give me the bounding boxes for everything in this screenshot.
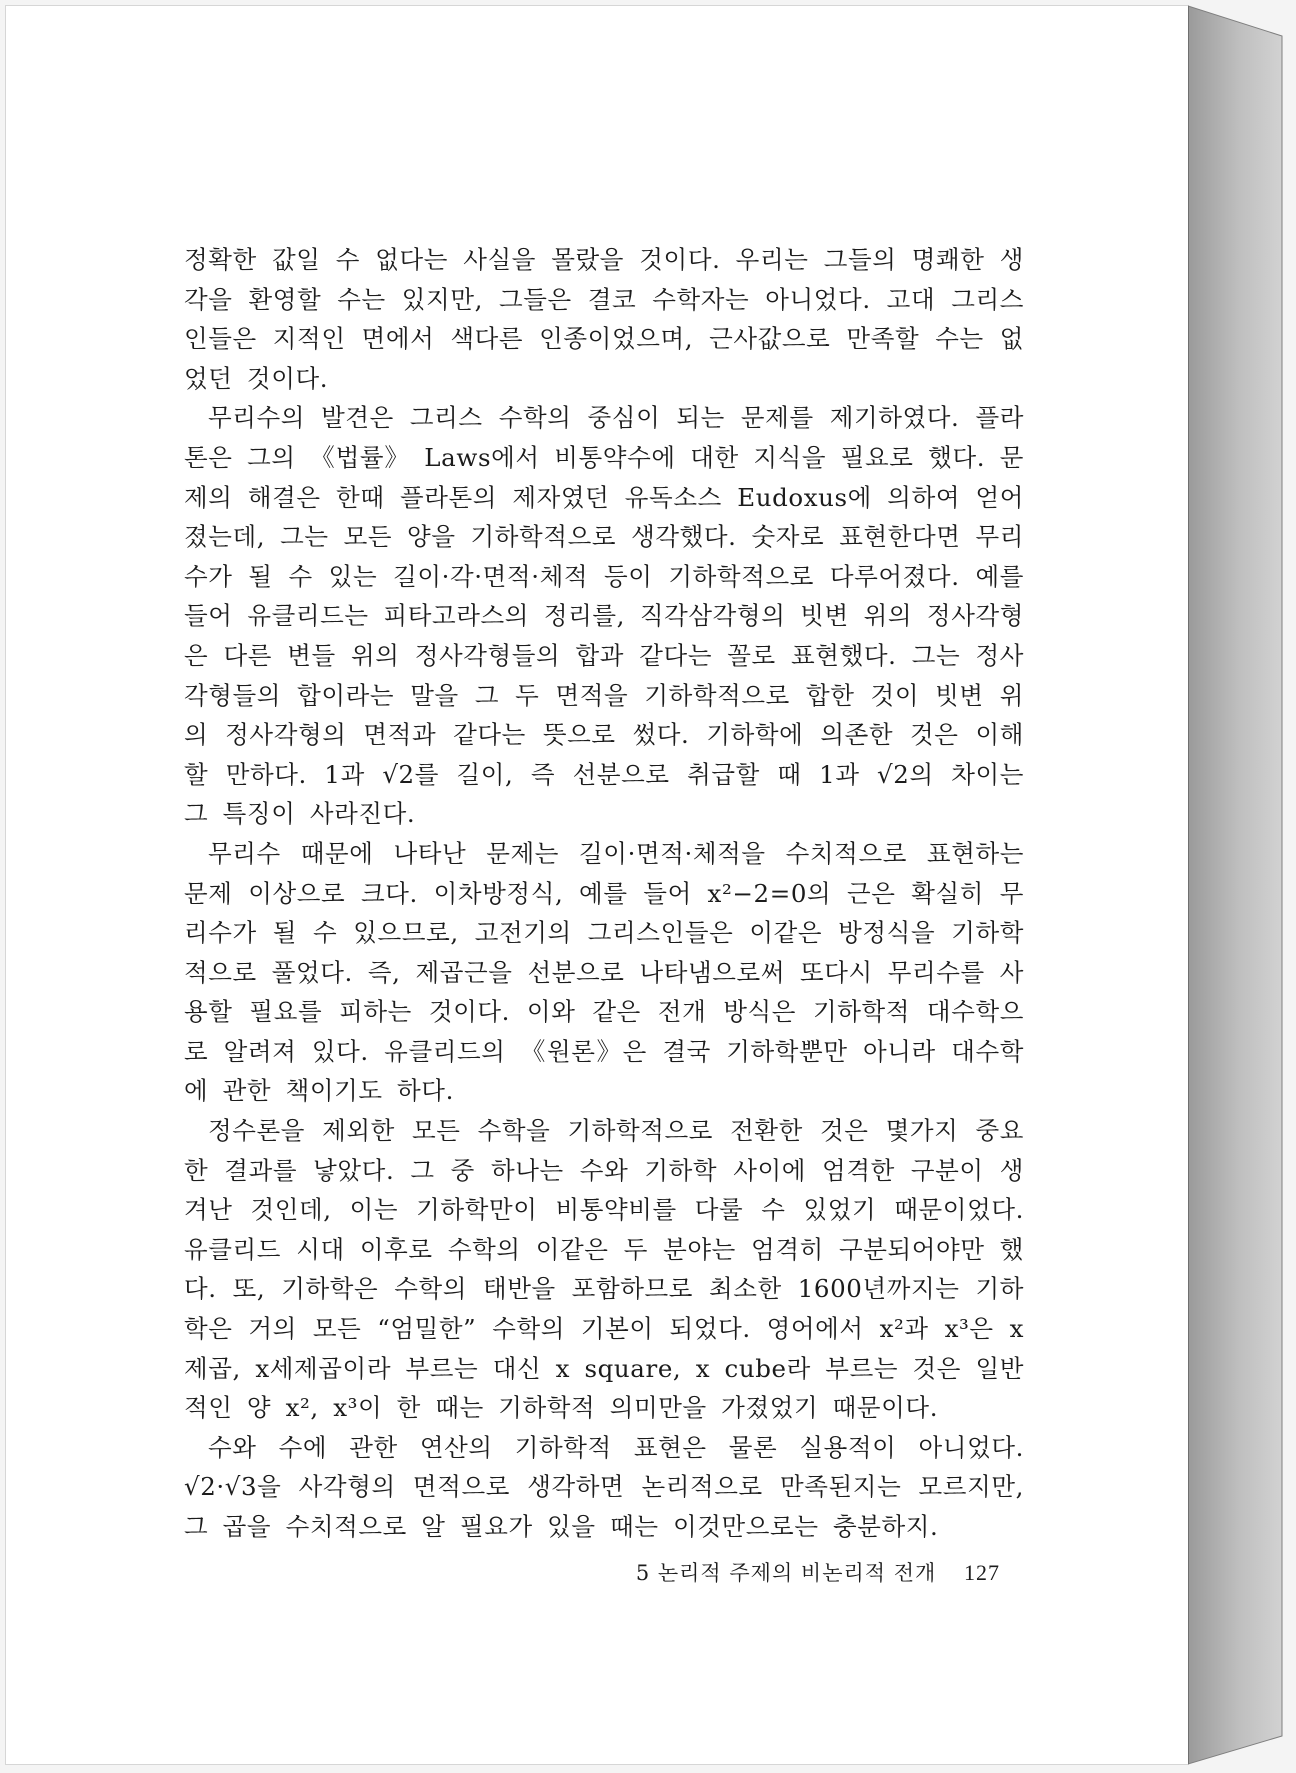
chapter-title: 5 논리적 주제의 비논리적 전개 [635, 1561, 937, 1585]
paragraph-5: 수와 수에 관한 연산의 기하학적 표현은 물론 실용적이 아니었다. √2·√3을 사각형의 면적으로 생각하면 논리적으로 만족된지는 모르지만, 그 곱을 수치적으로 알 필요가 있을 때는 이것만으로는 충분하지. [184, 1432, 1024, 1541]
book-edge-side [1188, 0, 1290, 1770]
page-body [184, 240, 1024, 1547]
book-page [6, 6, 1188, 1764]
paragraph-2: 무리수의 발견은 그리스 수학의 중심이 되는 문제를 제기하였다. 플라톤은 그의 《법률》 Laws에서 비통약수에 대한 지식을 필요로 했다. 문제의 해결은 한때 플라톤의 제자였던 유독소스 Eudoxus에 의하여 얻어졌는데, 그는 모든 양을 기하학적으로 생각했다. 숫자로 표현한다면 무리수가 될 수 있는 길이·각·면적·체적 등이 기하학적으로 다루어졌다. 예를 들어 유클리드는 피타고라스의 정리를, 직각삼각형의 빗변 위의 정사각형은 다른 변들 위의 정사각형들의 합과 같다는 꼴로 표현했다. 그는 정사각형들의 합이라는 말을 그 두 면적을 기하학적으로 합한 것이 빗변 위의 정사각형의 면적과 같다는 뜻으로 썼다. 기하학에 의존한 것은 이해할 만하다. 1과 √2를 길이, 즉 선분으로 취급할 때 1과 √2의 차이는 그 특징이 사라진다. [184, 403, 1025, 829]
paragraph-3: 무리수 때문에 나타난 문제는 길이·면적·체적을 수치적으로 표현하는 문제 이상으로 크다. 이차방정식, 예를 들어 x²−2=0의 근은 확실히 무리수가 될 수 있으므로, 고전기의 그리스인들은 이같은 방정식을 기하학적으로 풀었다. 즉, 제곱근을 선분으로 나타냄으로써 또다시 무리수를 사용할 필요를 피하는 것이다. 이와 같은 전개 방식은 기하학적 대수학으로 알려져 있다. 유클리드의 《원론》은 결국 기하학뿐만 아니라 대수학에 관한 책이기도 하다. [184, 838, 1024, 1106]
running-footer [606, 1557, 1000, 1587]
paragraph-4: 정수론을 제외한 모든 수학을 기하학적으로 전환한 것은 몇가지 중요한 결과를 낳았다. 그 중 하나는 수와 기하학 사이에 엄격한 구분이 생겨난 것인데, 이는 기하학만이 비통약비를 다룰 수 있었기 때문이었다. 유클리드 시대 이후로 수학의 이같은 두 분야는 엄격히 구분되어야만 했다. 또, 기하학은 수학의 태반을 포함하므로 최소한 1600년까지는 기하학은 거의 모든 “엄밀한” 수학의 기본이 되었다. 영어에서 x²과 x³은 x제곱, x세제곱이라 부르는 대신 x square, x cube라 부르는 것은 일반적인 양 x², x³이 한 때는 기하학적 의미만을 가졌었기 때문이다. [184, 1116, 1024, 1423]
page-number: 127 [964, 1560, 1000, 1585]
paragraph-1: 정확한 값일 수 없다는 사실을 몰랐을 것이다. 우리는 그들의 명쾌한 생각을 환영할 수는 있지만, 그들은 결코 수학자는 아니었다. 고대 그리스인들은 지적인 면에서 색다른 인종이었으며, 근사값으로 만족할 수는 없었던 것이다. [184, 245, 1024, 393]
